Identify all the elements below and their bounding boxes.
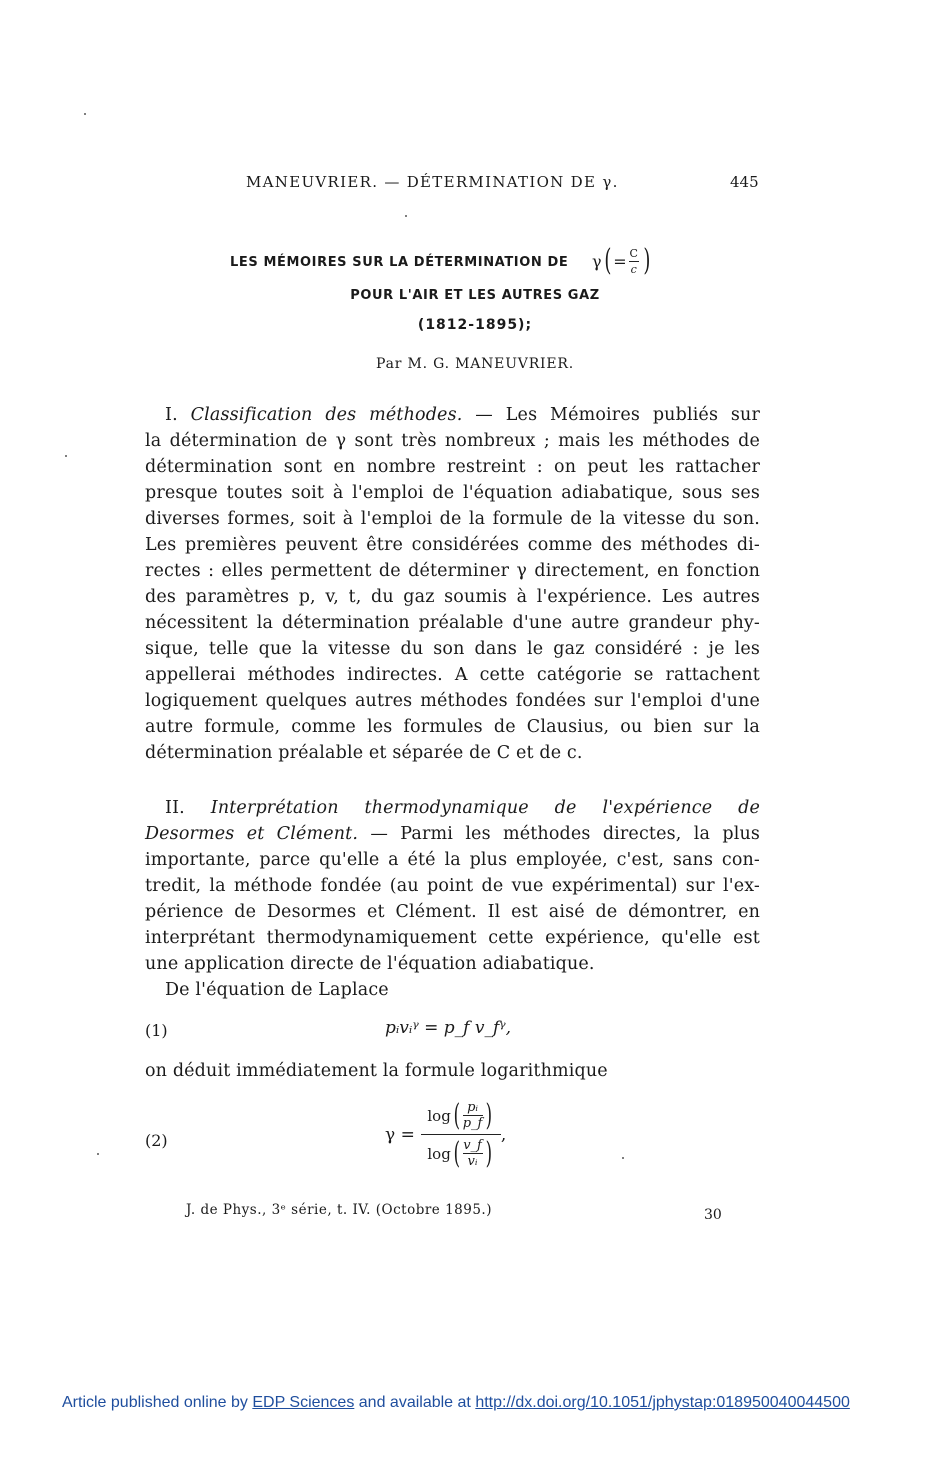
signature-folio: 30	[704, 1207, 722, 1223]
pressure-ratio	[463, 1100, 483, 1131]
volume-final: v_f	[463, 1138, 482, 1153]
log-label: log	[427, 1144, 451, 1163]
deduce-paragraph	[145, 1058, 760, 1084]
journal-citation: J. de Phys., 3ᵉ série, t. IV. (Octobre 1895.)	[186, 1202, 492, 1218]
section-1-line: rectes : elles permettent de déterminer γ directement, en fonction	[145, 561, 760, 581]
equation-2-numerator	[427, 1097, 494, 1133]
equation-2	[385, 1097, 507, 1171]
author-line: Par M. G. MANEUVRIER.	[375, 356, 574, 372]
section-1-line: logiquement quelques autres méthodes fondées sur l'emploi d'une	[145, 691, 760, 711]
c-ratio-fraction	[629, 247, 639, 276]
equation-2-lhs: γ =	[385, 1124, 415, 1145]
section-1-line: nécessitent la détermination préalable d'une autre grandeur phy-	[145, 613, 760, 633]
frac-numerator: C	[629, 246, 638, 260]
section-1-line: détermination préalable et séparée de C et de c.	[145, 743, 583, 763]
publisher-link[interactable]: EDP Sciences	[252, 1394, 355, 1411]
article-title-dates: (1812-1895);	[417, 317, 533, 333]
article-title-line1: LES MÉMOIRES SUR LA DÉTERMINATION DE	[230, 255, 569, 270]
volume-initial: vᵢ	[467, 1154, 478, 1169]
equation-2-denominator	[427, 1135, 494, 1171]
running-title: MANEUVRIER. — DÉTERMINATION DE γ.	[246, 173, 619, 191]
page-number: 445	[730, 173, 759, 191]
section-2-heading-line1	[145, 795, 760, 821]
scan-speck	[97, 1153, 99, 1155]
volume-ratio	[463, 1138, 483, 1169]
scan-speck	[65, 455, 67, 457]
frac-bar	[629, 261, 639, 262]
section-2-heading: Interprétation thermodynamique de l'expérience de	[210, 798, 760, 818]
frac-denominator: c	[630, 262, 637, 276]
section-2-heading-cont: Desormes et Clément.	[145, 824, 359, 844]
pressure-final: p_f	[462, 1116, 483, 1131]
section-1-line: sique, telle que la vitesse du son dans le gaz considéré : je les	[145, 639, 760, 659]
log-label: log	[427, 1106, 451, 1125]
section-1-line: détermination sont en nombre restreint : on peut les rattacher	[145, 457, 760, 477]
running-head	[0, 173, 930, 195]
section-2-line: importante, parce qu'elle a été la plus employée, c'est, sans con-	[145, 850, 760, 870]
laplace-line: De l'équation de Laplace	[165, 980, 389, 1000]
equals-sign: =	[613, 251, 627, 271]
section-1-line: autre formule, comme les formules de Clausius, ou bien sur la	[145, 717, 760, 737]
section-2-heading-line2	[145, 821, 760, 847]
section-1-line: appellerai méthodes indirectes. A cette catégorie se rattachent	[145, 665, 760, 685]
section-1-heading: Classification des méthodes.	[190, 405, 463, 425]
deduce-line: on déduit immédiatement la formule logarithmique	[145, 1061, 608, 1081]
section-1-line: des paramètres p, v, t, du gaz soumis à l'expérience. Les autres	[145, 587, 760, 607]
paren-open: (	[453, 1097, 460, 1133]
section-1-line: Les premières peuvent être considérées comme des méthodes di-	[145, 535, 760, 555]
equation-2-fraction	[421, 1097, 501, 1171]
publication-footer	[62, 1394, 850, 1412]
paren-close: )	[485, 1097, 492, 1133]
scan-speck	[622, 1157, 624, 1159]
paren-close: )	[485, 1135, 492, 1171]
gamma-symbol: γ	[592, 251, 602, 271]
scan-speck	[405, 215, 407, 217]
paren-close: )	[643, 243, 651, 278]
section-1-first-line	[145, 402, 760, 428]
equation-1: pᵢvᵢᵞ = p_f v_fᵞ,	[385, 1018, 512, 1038]
doi-link[interactable]: http://dx.doi.org/10.1051/jphystap:018950040044500	[475, 1394, 850, 1411]
section-2-line: périence de Desormes et Clément. Il est aisé de démontrer, en	[145, 902, 760, 922]
paren-open: (	[603, 243, 611, 278]
paren-open: (	[453, 1135, 460, 1171]
equation-2-label: (2)	[145, 1131, 168, 1150]
section-1-number: I.	[165, 405, 178, 425]
section-1-line: diverses formes, soit à l'emploi de la formule de la vitesse du son.	[145, 509, 760, 529]
footer-middle: and available at	[358, 1394, 471, 1411]
section-2-number: II.	[165, 798, 185, 818]
article-title-line2: POUR L'AIR ET LES AUTRES GAZ	[350, 288, 600, 303]
section-2-line: — Parmi les méthodes directes, la plus	[370, 824, 760, 844]
title-gamma-expression	[592, 243, 652, 278]
equation-2-comma: ,	[500, 1124, 507, 1145]
section-1-line: presque toutes soit à l'emploi de l'équation adiabatique, sous ses	[145, 483, 760, 503]
section-2-line: tredit, la méthode fondée (au point de vue expérimental) sur l'ex-	[145, 876, 760, 896]
section-2-line: interprétant thermodynamiquement cette expérience, qu'elle est	[145, 928, 760, 948]
section-1	[145, 402, 760, 766]
pressure-initial: pᵢ	[467, 1100, 478, 1115]
footer-prefix: Article published online by	[62, 1394, 248, 1411]
section-1-line: la détermination de γ sont très nombreux ; mais les méthodes de	[145, 431, 760, 451]
scan-speck	[84, 113, 86, 115]
equation-1-label: (1)	[145, 1021, 168, 1040]
section-1-line: — Les Mémoires publiés sur	[475, 405, 760, 425]
section-2	[145, 795, 760, 1003]
section-2-line: une application directe de l'équation adiabatique.	[145, 954, 595, 974]
